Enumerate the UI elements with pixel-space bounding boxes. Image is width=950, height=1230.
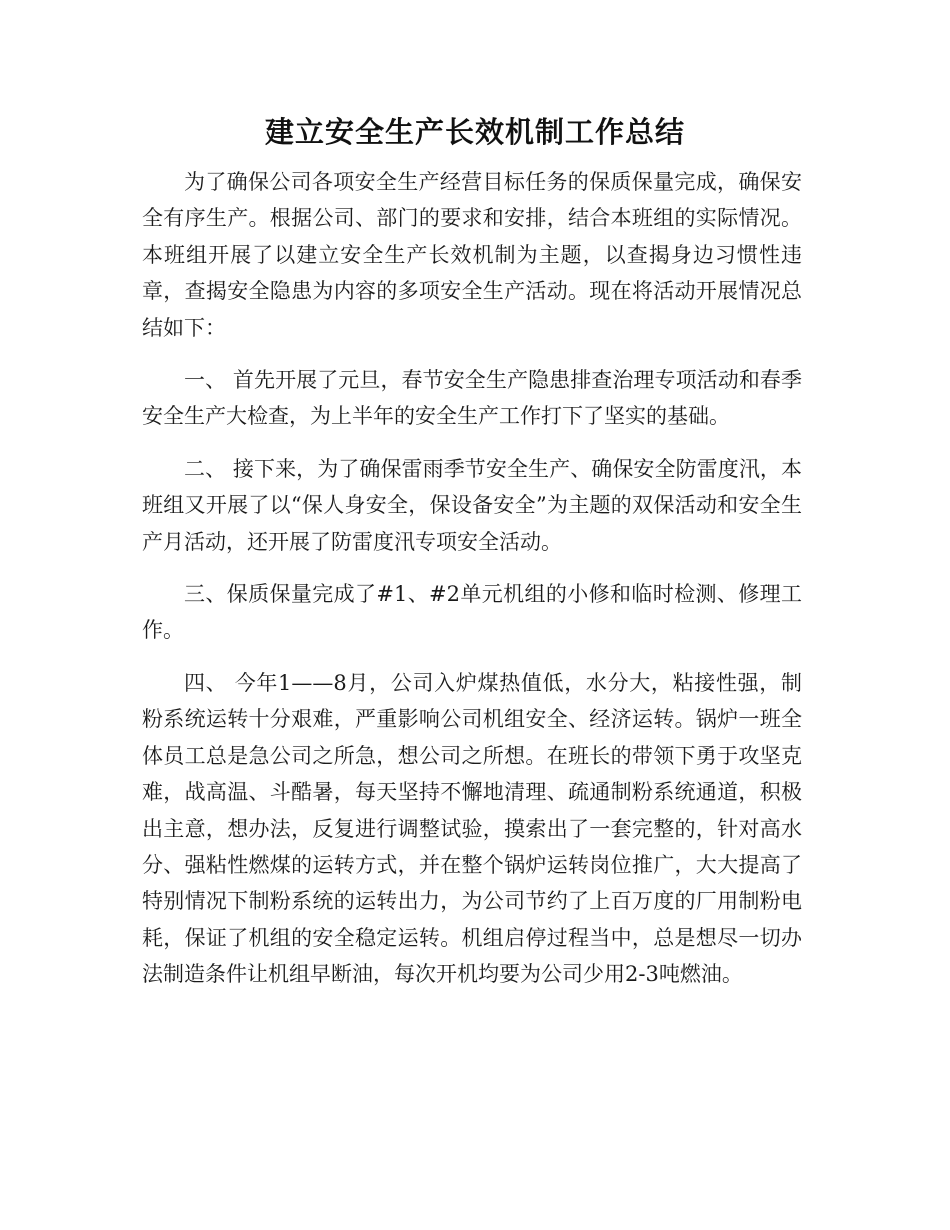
- document-title: 建立安全生产长效机制工作总结: [264, 115, 685, 149]
- paragraph-item-4: 四、 今年1——8月，公司入炉煤热值低，水分大，粘接性强，制粉系统运转十分艰难，严重影响公司机组安全、经济运转。锅炉一班全体员工总是急公司之所急，想公司之所想。在班长的带领下勇于攻坚克难，战高温、斗酷暑，每天坚持不懈地清理、疏通制粉系统通道，积极出主意，想办法，反复进行调整试验，摸索出了一套完整的，针对高水分、强粘性燃煤的运转方式，并在整个锅炉运转岗位推广，大大提高了特别情况下制粉系统的运转出力，为公司节约了上百万度的厂用制粉电耗，保证了机组的安全稳定运转。机组启停过程当中，总是想尽一切办法制造条件让机组早断油，每次开机均要为公司少用2-3吨燃油。: [142, 670, 802, 987]
- paragraph-item-3: 三、保质保量完成了#1、#2单元机组的小修和临时检测、修理工作。: [142, 582, 802, 643]
- document-body: [142, 164, 802, 993]
- paragraph-intro: 为了确保公司各项安全生产经营目标任务的保质保量完成，确保安全有序生产。根据公司、部门的要求和安排，结合本班组的实际情况。本班组开展了以建立安全生产长效机制为主题，以查揭身边习惯性违章，查揭安全隐患为内容的多项安全生产活动。现在将活动开展情况总结如下：: [142, 170, 802, 340]
- paragraph-item-1: 一、 首先开展了元旦，春节安全生产隐患排查治理专项活动和春季安全生产大检查，为上半年的安全生产工作打下了坚实的基础。: [142, 368, 802, 429]
- paragraph-item-2: 二、 接下来，为了确保雷雨季节安全生产、确保安全防雷度汛，本班组又开展了以“保人身安全，保设备安全”为主题的双保活动和安全生产月活动，还开展了防雷度汛专项安全活动。: [142, 456, 802, 554]
